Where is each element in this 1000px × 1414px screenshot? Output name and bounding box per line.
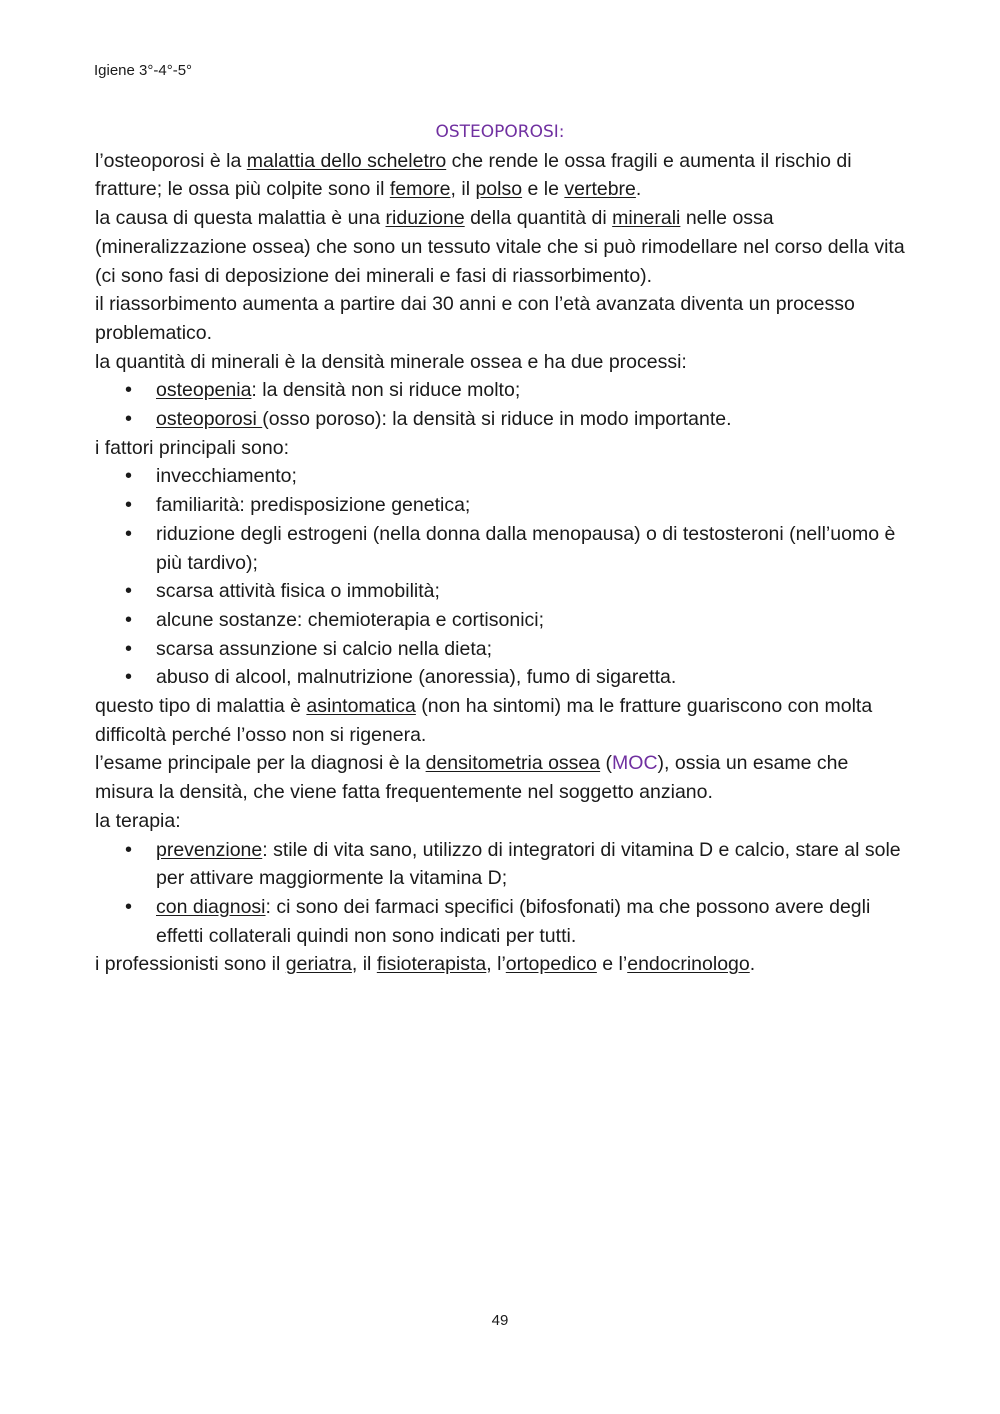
text: questo tipo di malattia è <box>95 695 307 718</box>
text: l’esame principale per la diagnosi è la <box>95 752 426 775</box>
text: ), ossia un esame che misura la densità, che viene fatta frequentemente nel soggetto anziano. <box>95 752 849 804</box>
text: della quantità di <box>464 207 613 230</box>
underlined-term: femore <box>389 178 451 201</box>
paragraph-resorption: il riassorbimento aumenta a partire dai 30 anni e con l’età avanzata diventa un processo problematico. <box>95 293 855 344</box>
underlined-term: malattia dello scheletro <box>246 149 447 172</box>
text: che rende le ossa fragili e aumenta il rischio di fratture; le ossa più colpite sono il <box>95 149 852 201</box>
list-item: • scarsa assunzione si calcio nella dieta; <box>95 635 905 664</box>
paragraph-professionals <box>95 950 905 979</box>
list-item: • familiarità: predisposizione genetica; <box>95 491 905 520</box>
text: , il <box>450 178 476 201</box>
section-title: OSTEOPOROSI: <box>435 122 565 142</box>
text: ( <box>600 752 613 775</box>
list-item: • alcune sostanze: chemioterapia e cortisonici; <box>95 606 905 635</box>
text: . <box>749 953 756 976</box>
paragraph-asymptomatic <box>95 692 905 749</box>
paragraph-definition <box>95 147 905 204</box>
text: (osso poroso): la densità si riduce in modo importante. <box>262 408 732 431</box>
underlined-term: fisioterapista <box>376 953 487 976</box>
underlined-term: ortopedico <box>505 953 597 976</box>
text: , l’ <box>486 953 506 976</box>
text: e l’ <box>596 953 628 976</box>
text: e le <box>522 178 565 201</box>
factors-list <box>95 462 905 692</box>
underlined-term: con diagnosi <box>156 895 266 918</box>
underlined-term: geriatra <box>285 953 352 976</box>
underlined-term: riduzione <box>385 207 465 230</box>
underlined-term: osteopenia <box>156 379 252 402</box>
text: l’osteoporosi è la <box>95 149 247 172</box>
text: . <box>635 178 642 201</box>
underlined-term: vertebre <box>564 178 636 201</box>
text: , il <box>351 953 377 976</box>
moc-abbreviation: MOC <box>612 752 658 775</box>
text: la causa di questa malattia è una <box>95 207 386 230</box>
underlined-term: minerali <box>612 207 681 230</box>
list-item <box>95 893 905 950</box>
paragraph-factors-intro: i fattori principali sono: <box>95 436 290 459</box>
text: : ci sono dei farmaci specifici (bifosfonati) ma che possono avere degli effetti collaterali quindi non sono indicati per tutti. <box>156 895 871 947</box>
text: nelle ossa (mineralizzazione ossea) che sono un tessuto vitale che si può rimodellare nel corso della vita (ci sono fasi di deposizione dei minerali e fasi di riassorbimento). <box>95 207 905 287</box>
paragraph-cause <box>95 204 905 290</box>
page-number: 49 <box>491 1312 509 1329</box>
paragraph-therapy-intro: la terapia: <box>95 809 181 832</box>
processes-list <box>95 376 905 433</box>
underlined-term: densitometria ossea <box>425 752 601 775</box>
page-header: Igiene 3°-4°-5° <box>94 62 193 79</box>
underlined-term: asintomatica <box>306 695 416 718</box>
document-body <box>95 118 905 979</box>
underlined-term: endocrinologo <box>627 953 750 976</box>
list-item <box>95 836 905 893</box>
list-item: • scarsa attività fisica o immobilità; <box>95 577 905 606</box>
list-item <box>95 405 905 434</box>
therapy-list <box>95 836 905 951</box>
text: (non ha sintomi) ma le fratture guariscono con molta difficoltà perché l’osso non si rigenera. <box>95 695 873 746</box>
paragraph-diagnosis <box>95 749 905 806</box>
list-item: • riduzione degli estrogeni (nella donna dalla menopausa) o di testosteroni (nell’uomo è più tardivo); <box>95 520 905 577</box>
paragraph-mineral-density: la quantità di minerali è la densità minerale ossea e ha due processi: <box>95 350 687 373</box>
underlined-term: osteoporosi <box>156 408 263 431</box>
text: i professionisti sono il <box>95 953 286 976</box>
underlined-term: polso <box>475 178 523 201</box>
text: : la densità non si riduce molto; <box>251 379 521 402</box>
list-item: • abuso di alcool, malnutrizione (anoressia), fumo di sigaretta. <box>95 663 905 692</box>
underlined-term: prevenzione <box>156 838 263 861</box>
list-item <box>95 376 905 405</box>
text: : stile di vita sano, utilizzo di integratori di vitamina D e calcio, stare al sole per attivare maggiormente la vitamina D; <box>156 838 901 890</box>
list-item: • invecchiamento; <box>95 462 905 491</box>
